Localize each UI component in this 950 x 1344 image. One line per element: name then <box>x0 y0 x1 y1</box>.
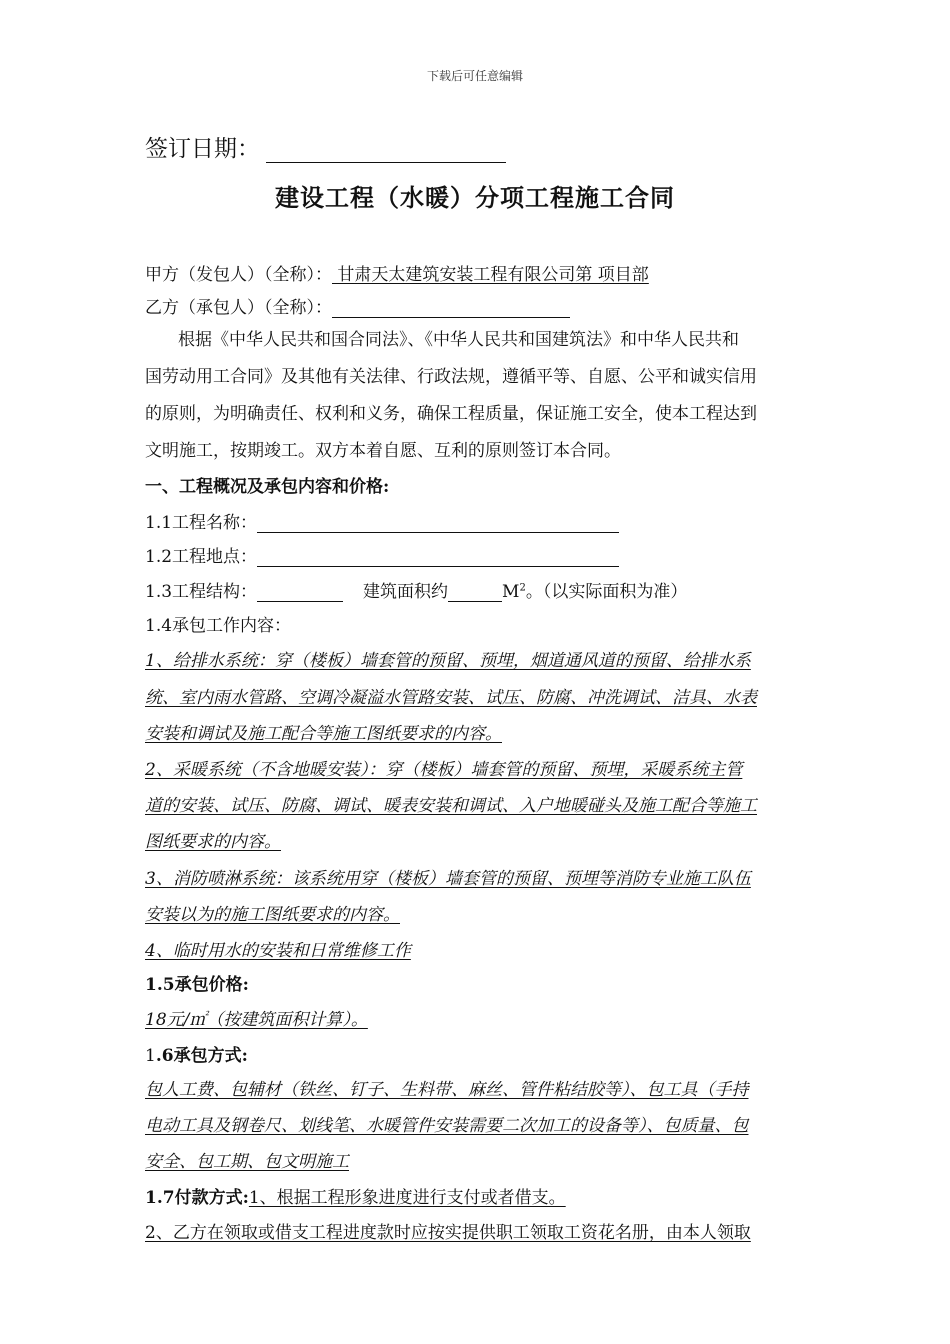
party-b-row <box>145 293 570 318</box>
mode-label-row <box>145 1041 248 1066</box>
payment-term-1: 1、根据工程形象进度进行支付或者借支。 <box>248 1188 566 1208</box>
sign-date-blank <box>266 140 506 163</box>
area-unit-sup: 2 <box>519 582 526 594</box>
structure-row <box>145 577 687 602</box>
section-heading: 一、工程概况及承包内容和价格: <box>145 477 390 497</box>
preamble-line: 的原则，为明确责任、权利和义务，确保工程质量，保证施工安全，使本工程达到 <box>145 404 757 424</box>
project-name-blank <box>257 515 619 533</box>
preamble-line: 国劳动用工合同》及其他有关法律、行政法规，遵循平等、自愿、公平和诚实信用 <box>145 367 757 387</box>
scope-line: 3、消防喷淋系统：该系统用穿（楼板）墙套管的预留、预埋等消防专业施工队伍 <box>145 869 751 889</box>
project-location-blank <box>257 549 619 567</box>
mode-line: 安全、包工期、包文明施工 <box>145 1152 349 1172</box>
page-header: 下载后可任意编辑 <box>426 69 523 83</box>
party-b-blank <box>332 300 570 318</box>
price-label: 1.5承包价格: <box>145 975 249 995</box>
structure-blank <box>257 584 343 602</box>
scope-line: 安装以为的施工图纸要求的内容。 <box>145 905 400 925</box>
scope-line: 安装和调试及施工配合等施工图纸要求的内容。 <box>145 724 502 744</box>
scope-label: 1.4承包工作内容： <box>145 616 292 636</box>
mode-line: 包人工费、包辅材（铁丝、钉子、生料带、麻丝、管件粘结胶等）、包工具（手持 <box>145 1080 749 1100</box>
price-value: 18元/㎡（按建筑面积计算）。 <box>145 1010 368 1030</box>
scope-line: 道的安装、试压、防腐、调试、暖表安装和调试、入户地暖碰头及施工配合等施工 <box>145 796 757 816</box>
area-unit: M <box>502 582 520 602</box>
party-a-row <box>145 260 649 285</box>
scope-line: 4、临时用水的安装和日常维修工作 <box>145 941 411 961</box>
preamble-line: 文明施工，按期竣工。双方本着自愿、互利的原则签订本合同。 <box>145 441 621 461</box>
project-location-label: 1.2工程地点： <box>145 547 258 567</box>
payment-term-2: 2、乙方在领取或借支工程进度款时应按实提供职工领取工资花名册，由本人领取 <box>145 1223 751 1243</box>
mode-label: .6承包方式: <box>155 1046 248 1066</box>
project-name-label: 1.1工程名称： <box>145 513 258 533</box>
mode-line: 电动工具及钢卷尺、划线笔、水暖管件安装需要二次加工的设备等）、包质量、包 <box>145 1116 749 1136</box>
party-a-value: 甘肃天太建筑安装工程有限公司第 项目部 <box>332 265 649 285</box>
scope-line: 1、给排水系统：穿（楼板）墙套管的预留、预埋，烟道通风道的预留、给排水系 <box>145 651 751 671</box>
project-location-row <box>145 542 619 567</box>
scope-line: 统、室内雨水管路、空调冷凝溢水管路安装、试压、防腐、冲洗调试、洁具、水表 <box>145 688 757 708</box>
area-note: 。（以实际面积为准） <box>525 582 688 602</box>
structure-label: 1.3工程结构： <box>145 582 258 602</box>
preamble-line: 根据《中华人民共和国合同法》、《中华人民共和国建筑法》和中华人民共和 <box>178 330 739 350</box>
project-name-row <box>145 508 619 533</box>
mode-label-number: 1 <box>145 1046 156 1066</box>
party-b-label: 乙方（承包人）（全称）： <box>145 298 332 318</box>
sign-date-label: 签订日期： <box>145 136 260 162</box>
document-title: 建设工程（水暖）分项工程施工合同 <box>275 183 675 212</box>
sign-date-row <box>145 130 506 163</box>
payment-row <box>145 1183 566 1208</box>
payment-label: 1.7付款方式: <box>145 1188 249 1208</box>
scope-line: 图纸要求的内容。 <box>145 832 281 852</box>
area-blank <box>448 584 502 602</box>
party-a-label: 甲方（发包人）（全称）： <box>145 265 332 285</box>
area-label: 建筑面积约 <box>363 582 449 602</box>
scope-line: 2、采暖系统（不含地暖安装）：穿（楼板）墙套管的预留、预埋，采暖系统主管 <box>145 760 743 780</box>
